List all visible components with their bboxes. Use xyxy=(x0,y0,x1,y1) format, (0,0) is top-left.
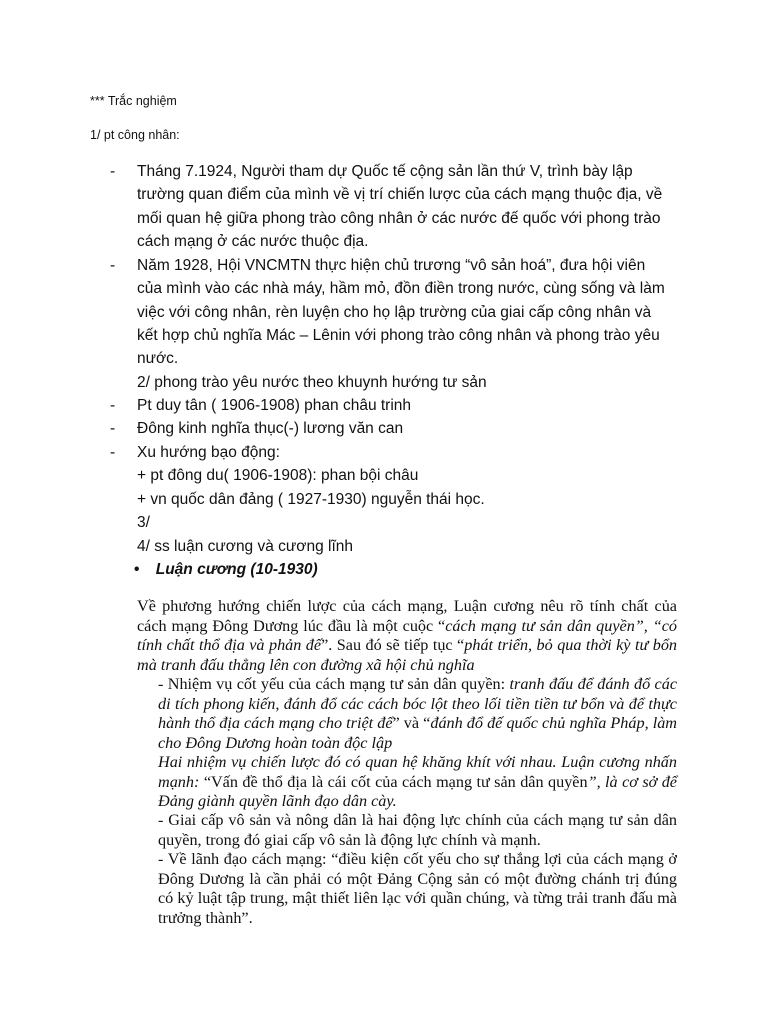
header-line: *** Trắc nghiệm xyxy=(90,94,177,108)
p2-text-b: tranh đấu để đánh đổ các di tích phong kiến, đánh đổ các cách bóc lột theo lối tiền tiền tư bổn và để thực hành thổ địa cách mạng cho triệt để xyxy=(158,675,677,733)
dash-marker: - xyxy=(110,444,116,461)
paragraph-1 xyxy=(137,597,677,675)
heading-text: Luận cương (10-1930) xyxy=(155,561,318,578)
dash-marker: - xyxy=(110,397,116,414)
section2-bullet-1 xyxy=(110,394,670,417)
dash-marker: - xyxy=(110,163,116,180)
p1-text-a: Về phương hướng chiến lược của cách mạng, Luận cương nêu rõ tính chất của cách mạng Đông Dương lúc đầu là một cuộc “ xyxy=(137,597,677,635)
p2-text-c: ” và “ xyxy=(392,714,431,733)
paragraph-2 xyxy=(158,675,677,753)
p2-text-d: đánh đổ đế quốc chủ nghĩa Pháp, làm cho Đông Dương hoàn toàn độc lập xyxy=(158,714,677,752)
paragraph-5: - Về lãnh đạo cách mạng: “điều kiện cốt yếu cho sự thắng lợi của cách mạng ở Đông Dương là cần phải có một Đảng Cộng sản có một đường chánh trị đúng có kỷ luật tập trung, mật thiết liên lạc với quần chúng, và từng trải tranh đấu mà trưởng thành”. xyxy=(158,850,677,927)
section2-sub-2: + vn quốc dân đảng ( 1927-1930) nguyễn thái học. xyxy=(137,491,485,508)
paragraph-3 xyxy=(158,753,677,812)
p1-text-b: cách mạng tư sản dân quyền”, “có tính chất thổ địa và phản đế xyxy=(137,616,677,655)
section1-title: 1/ pt công nhân: xyxy=(90,128,180,142)
bullet-text: Tháng 7.1924, Người tham dự Quốc tế cộng sản lần thứ V, trình bày lập trường quan điểm của mình về vị trí chiến lược của cách mạng thuộc địa, về mối quan hệ giữa phong trào công nhân ở các nước đế quốc với phong trào cách mạng ở các nước thuộc địa. xyxy=(137,163,663,250)
paragraph-4: - Giai cấp vô sản và nông dân là hai động lực chính của cách mạng tư sản dân quyền, trong đó giai cấp vô sản là động lực chính và mạnh. xyxy=(158,811,677,849)
section3-title: 3/ xyxy=(137,514,150,531)
section2-title: 2/ phong trào yêu nước theo khuynh hướng tư sản xyxy=(137,374,487,391)
bullet-heading xyxy=(134,558,318,581)
bullet-text: Năm 1928, Hội VNCMTN thực hiện chủ trương “vô sản hoá”, đưa hội viên của mình vào các nhà máy, hầm mỏ, đồn điền trong nước, cùng sống và làm việc với công nhân, rèn luyện cho họ lập trường của giai cấp công nhân và kết hợp chủ nghĩa Mác – Lênin với phong trào công nhân và phong trào yêu nước. xyxy=(137,257,665,368)
p1-text-d: phát triển, bỏ qua thời kỳ tư bổn mà tranh đấu thẳng lên con đường xã hội chủ nghĩa xyxy=(137,636,678,674)
dash-marker: - xyxy=(110,257,116,274)
bullet-dot-icon: • xyxy=(134,561,140,578)
bullet-text: Đông kinh nghĩa thục(-) lương văn can xyxy=(137,420,404,437)
section1-bullet-1 xyxy=(110,160,670,253)
p3-text-a: Hai nhiệm vụ chiến lược đó có quan hệ khăng khít với nhau. Luận cương nhấn mạnh: xyxy=(158,753,677,791)
p3-text-b: “Vấn đề thổ địa là cái cốt của cách mạng tư sản dân quyền xyxy=(203,772,588,791)
section1-bullet-2 xyxy=(110,254,670,370)
section4-title: 4/ ss luận cương và cương lĩnh xyxy=(137,538,353,555)
p3-text-c: ”, là cơ sở để Đảng giành quyền lãnh đạo dân cày. xyxy=(158,772,677,811)
bullet-text: Pt duy tân ( 1906-1908) phan châu trinh xyxy=(137,397,412,414)
p2-text-a: - Nhiệm vụ cốt yếu của cách mạng tư sản dân quyền: xyxy=(158,675,510,693)
p1-text-c: ”. Sau đó sẽ tiếp tục “ xyxy=(321,636,465,655)
section2-sub-1: + pt đông du( 1906-1908): phan bội châu xyxy=(137,467,419,484)
section2-bullet-2 xyxy=(110,417,670,440)
bullet-text: Xu hướng bạo động: xyxy=(137,444,280,461)
dash-marker: - xyxy=(110,420,116,437)
section2-bullet-3 xyxy=(110,441,670,464)
